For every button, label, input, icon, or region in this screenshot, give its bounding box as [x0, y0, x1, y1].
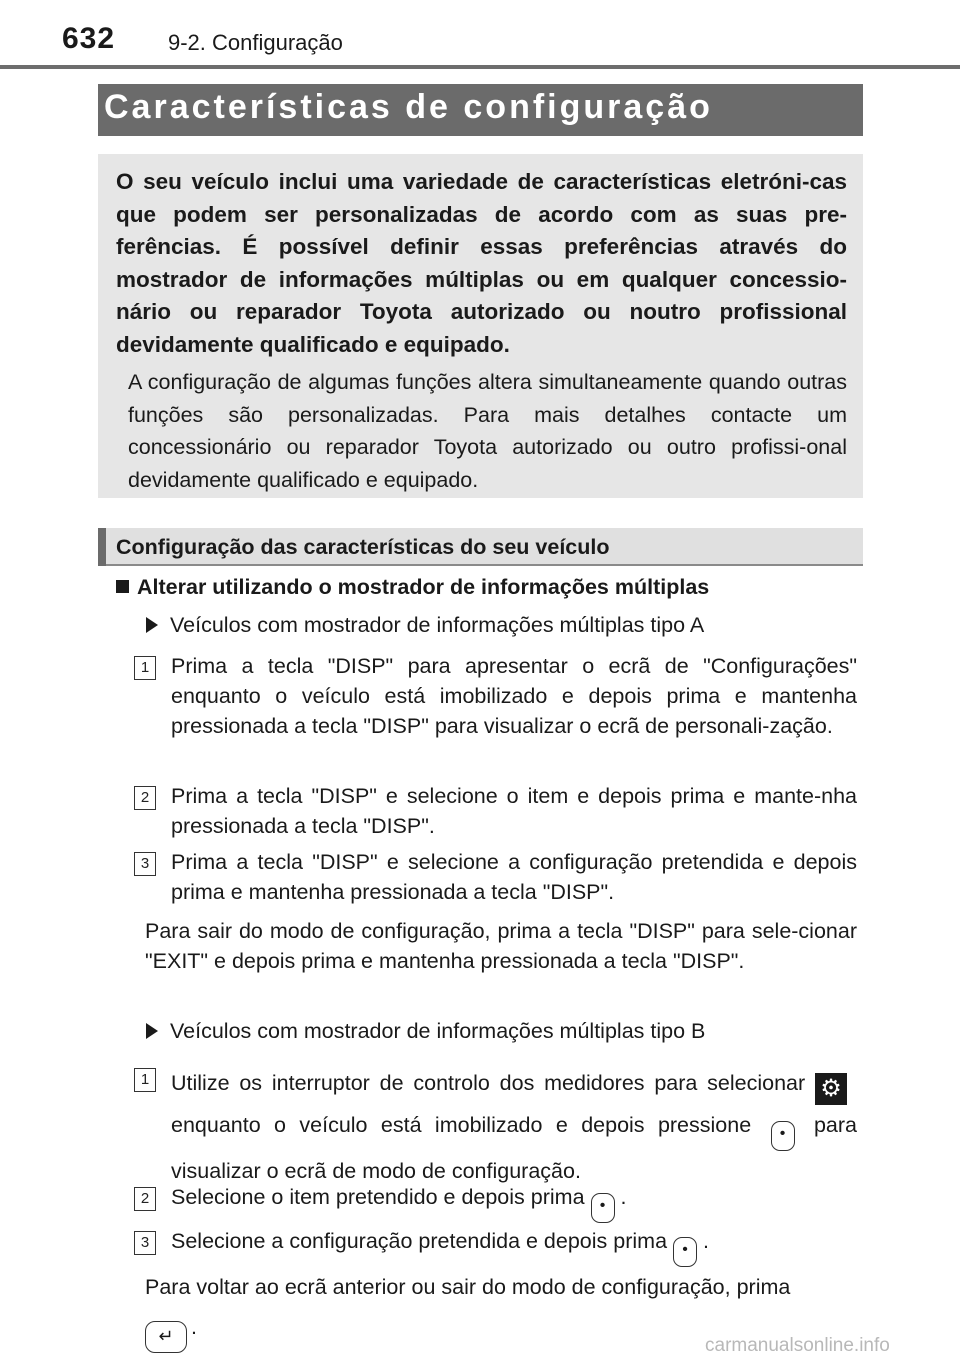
ok-button-icon: • — [673, 1237, 697, 1267]
step-text: Prima a tecla "DISP" e selecione o item e depois prima e mante-nha pressionada a tecla "DISP". — [171, 784, 857, 838]
back-button-icon: ↵ — [145, 1321, 187, 1353]
step-number: 1 — [134, 656, 156, 680]
step-text-part: enquanto o veículo está imobilizado e depois pressione — [171, 1113, 752, 1137]
page-header — [0, 0, 960, 70]
step-number: 3 — [134, 1231, 156, 1255]
step-text-end: . — [620, 1185, 627, 1209]
step-text — [171, 1063, 857, 1191]
step-text-part: para visualizar o ecrã de modo de configuração. — [171, 1113, 857, 1183]
step-text: Prima a tecla "DISP" para apresentar o ecrã de "Configurações" enquanto o veículo está imobilizado e depois prima e mantenha pressionada a tecla "DISP" para visualizar o ecrã de personali-zação. — [171, 654, 857, 738]
step-number: 1 — [134, 1068, 156, 1092]
step-text — [171, 1226, 857, 1267]
intro-note: A configuração de algumas funções altera simultaneamente quando outras funções são personalizadas. Para mais detalhes contacte um concessionário ou reparador Toyota autorizado ou outro profissi-onal devidamente qualificado e equipado. — [128, 370, 847, 492]
step-text-part: Selecione a configuração pretendida e depois prima — [171, 1229, 668, 1253]
step-text: Prima a tecla "DISP" e selecione a configuração pretendida e depois prima e mantenha pressionada a tecla "DISP". — [171, 850, 857, 904]
ok-button-icon: • — [771, 1121, 795, 1151]
square-bullet-icon — [116, 580, 129, 593]
subheading-accent — [98, 528, 106, 566]
back-note-text: Para voltar ao ecrã anterior ou sair do modo de configuração, prima — [145, 1275, 791, 1299]
step-text — [171, 1182, 857, 1223]
step-text-part: Selecione o item pretendido e depois prima — [171, 1185, 585, 1209]
type-a-label-text: Veículos com mostrador de informações múltiplas tipo A — [170, 613, 705, 637]
step-number: 3 — [134, 852, 156, 876]
triangle-bullet-icon — [146, 1023, 158, 1039]
section-heading — [116, 575, 709, 600]
type-b-label — [146, 1019, 705, 1044]
watermark: carmanualsonline.info — [705, 1335, 890, 1356]
subheading: Configuração das características do seu veículo — [116, 535, 610, 559]
type-b-label-text: Veículos com mostrador de informações múltiplas tipo B — [170, 1019, 706, 1043]
step-text-end: . — [703, 1229, 710, 1253]
gear-icon: ⚙ — [815, 1073, 847, 1105]
page-title: Características de configuração — [104, 88, 713, 126]
back-note-end: . — [191, 1315, 197, 1339]
page-number: 632 — [62, 22, 116, 55]
ok-button-icon: • — [591, 1193, 615, 1223]
step-number: 2 — [134, 786, 156, 810]
triangle-bullet-icon — [146, 617, 158, 633]
exit-note: Para sair do modo de configuração, prima a tecla "DISP" para sele-cionar "EXIT" e depois prima e mantenha pressionada a tecla "DISP". — [145, 919, 857, 973]
step-number: 2 — [134, 1187, 156, 1211]
type-a-label — [146, 613, 704, 638]
section-heading-text: Alterar utilizando o mostrador de informações múltiplas — [137, 575, 710, 599]
intro-summary: O seu veículo inclui uma variedade de características eletróni-cas que podem ser personalizadas de acordo com as suas pre-ferências. É possível definir essas preferências através do mostrador de informações múltiplas ou em qualquer concessio-nário ou reparador Toyota autorizado ou noutro profissional devidamente qualificado e equipado. — [116, 169, 847, 357]
section-reference: 9-2. Configuração — [168, 30, 343, 55]
header-divider — [0, 65, 960, 69]
step-text-part: Utilize os interruptor de controlo dos medidores para selecionar — [171, 1071, 806, 1095]
